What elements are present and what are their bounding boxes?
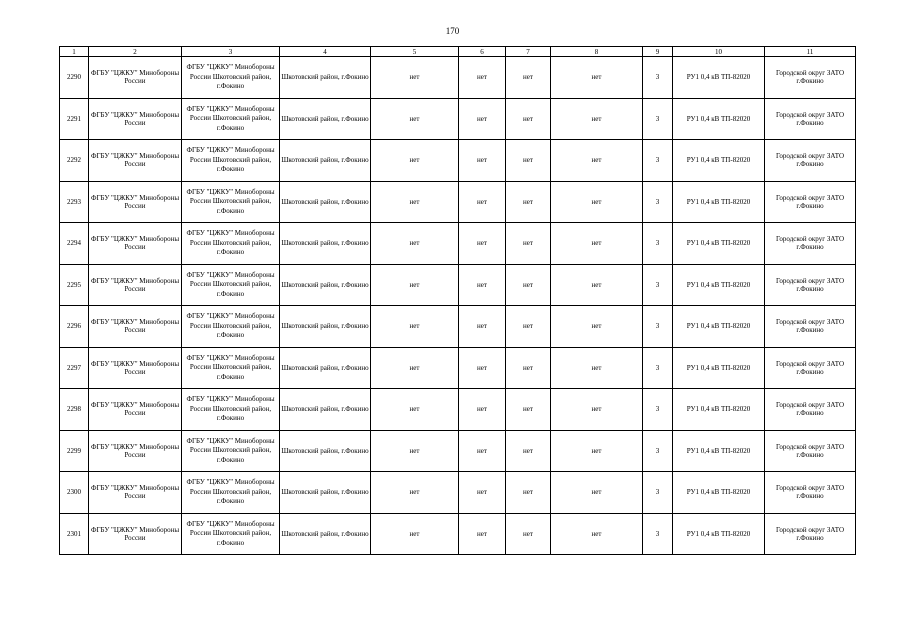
value-cell: нет <box>371 306 459 348</box>
count-cell: 3 <box>643 223 673 265</box>
column-header: 9 <box>643 47 673 57</box>
holder-cell: ФГБУ "ЦЖКУ" Минобороны России Шкотовский район, г.Фокино <box>182 389 280 431</box>
table-row <box>60 389 856 431</box>
holder-cell: ФГБУ "ЦЖКУ" Минобороны России Шкотовский район, г.Фокино <box>182 181 280 223</box>
municipality-cell: Городской округ ЗАТО г.Фокино <box>765 223 856 265</box>
column-header: 7 <box>506 47 551 57</box>
source-cell: РУ1 0,4 кВ ТП-82020 <box>673 181 765 223</box>
holder-cell: ФГБУ "ЦЖКУ" Минобороны России Шкотовский район, г.Фокино <box>182 306 280 348</box>
row-number-cell: 2297 <box>60 347 89 389</box>
row-number-cell: 2291 <box>60 98 89 140</box>
address-cell: Шкотовский район, г.Фокино <box>280 430 371 472</box>
value-cell: нет <box>371 57 459 99</box>
municipality-cell: Городской округ ЗАТО г.Фокино <box>765 472 856 514</box>
value-cell: нет <box>371 513 459 555</box>
value-cell: нет <box>551 264 643 306</box>
value-cell: нет <box>551 98 643 140</box>
value-cell: нет <box>459 389 506 431</box>
count-cell: 3 <box>643 98 673 140</box>
municipality-cell: Городской округ ЗАТО г.Фокино <box>765 140 856 182</box>
value-cell: нет <box>506 57 551 99</box>
source-cell: РУ1 0,4 кВ ТП-82020 <box>673 389 765 431</box>
table-row <box>60 140 856 182</box>
value-cell: нет <box>551 57 643 99</box>
table-row <box>60 472 856 514</box>
owner-cell: ФГБУ "ЦЖКУ" Минобороны России <box>89 181 182 223</box>
address-cell: Шкотовский район, г.Фокино <box>280 472 371 514</box>
source-cell: РУ1 0,4 кВ ТП-82020 <box>673 347 765 389</box>
address-cell: Шкотовский район, г.Фокино <box>280 347 371 389</box>
address-cell: Шкотовский район, г.Фокино <box>280 223 371 265</box>
value-cell: нет <box>506 98 551 140</box>
column-header: 4 <box>280 47 371 57</box>
address-cell: Шкотовский район, г.Фокино <box>280 389 371 431</box>
owner-cell: ФГБУ "ЦЖКУ" Минобороны России <box>89 513 182 555</box>
source-cell: РУ1 0,4 кВ ТП-82020 <box>673 264 765 306</box>
value-cell: нет <box>459 181 506 223</box>
municipality-cell: Городской округ ЗАТО г.Фокино <box>765 264 856 306</box>
column-header: 11 <box>765 47 856 57</box>
value-cell: нет <box>551 181 643 223</box>
value-cell: нет <box>371 98 459 140</box>
holder-cell: ФГБУ "ЦЖКУ" Минобороны России Шкотовский район, г.Фокино <box>182 57 280 99</box>
row-number-cell: 2299 <box>60 430 89 472</box>
count-cell: 3 <box>643 347 673 389</box>
municipality-cell: Городской округ ЗАТО г.Фокино <box>765 389 856 431</box>
value-cell: нет <box>459 306 506 348</box>
municipality-cell: Городской округ ЗАТО г.Фокино <box>765 306 856 348</box>
value-cell: нет <box>506 306 551 348</box>
table-body <box>60 57 856 555</box>
value-cell: нет <box>459 98 506 140</box>
value-cell: нет <box>371 347 459 389</box>
address-cell: Шкотовский район, г.Фокино <box>280 181 371 223</box>
municipality-cell: Городской округ ЗАТО г.Фокино <box>765 347 856 389</box>
holder-cell: ФГБУ "ЦЖКУ" Минобороны России Шкотовский район, г.Фокино <box>182 264 280 306</box>
value-cell: нет <box>551 513 643 555</box>
owner-cell: ФГБУ "ЦЖКУ" Минобороны России <box>89 430 182 472</box>
value-cell: нет <box>371 472 459 514</box>
value-cell: нет <box>371 264 459 306</box>
count-cell: 3 <box>643 181 673 223</box>
value-cell: нет <box>459 472 506 514</box>
row-number-cell: 2293 <box>60 181 89 223</box>
count-cell: 3 <box>643 264 673 306</box>
header-row <box>60 47 856 57</box>
value-cell: нет <box>371 140 459 182</box>
table-row <box>60 264 856 306</box>
value-cell: нет <box>506 430 551 472</box>
holder-cell: ФГБУ "ЦЖКУ" Минобороны России Шкотовский район, г.Фокино <box>182 513 280 555</box>
value-cell: нет <box>551 472 643 514</box>
municipality-cell: Городской округ ЗАТО г.Фокино <box>765 98 856 140</box>
municipality-cell: Городской округ ЗАТО г.Фокино <box>765 430 856 472</box>
value-cell: нет <box>506 472 551 514</box>
owner-cell: ФГБУ "ЦЖКУ" Минобороны России <box>89 389 182 431</box>
value-cell: нет <box>371 389 459 431</box>
owner-cell: ФГБУ "ЦЖКУ" Минобороны России <box>89 140 182 182</box>
address-cell: Шкотовский район, г.Фокино <box>280 57 371 99</box>
value-cell: нет <box>551 306 643 348</box>
owner-cell: ФГБУ "ЦЖКУ" Минобороны России <box>89 223 182 265</box>
value-cell: нет <box>459 513 506 555</box>
owner-cell: ФГБУ "ЦЖКУ" Минобороны России <box>89 472 182 514</box>
row-number-cell: 2295 <box>60 264 89 306</box>
source-cell: РУ1 0,4 кВ ТП-82020 <box>673 430 765 472</box>
owner-cell: ФГБУ "ЦЖКУ" Минобороны России <box>89 57 182 99</box>
value-cell: нет <box>506 140 551 182</box>
row-number-cell: 2296 <box>60 306 89 348</box>
address-cell: Шкотовский район, г.Фокино <box>280 306 371 348</box>
source-cell: РУ1 0,4 кВ ТП-82020 <box>673 223 765 265</box>
holder-cell: ФГБУ "ЦЖКУ" Минобороны России Шкотовский район, г.Фокино <box>182 430 280 472</box>
table-row <box>60 223 856 265</box>
owner-cell: ФГБУ "ЦЖКУ" Минобороны России <box>89 264 182 306</box>
value-cell: нет <box>551 347 643 389</box>
row-number-cell: 2300 <box>60 472 89 514</box>
column-header: 5 <box>371 47 459 57</box>
row-number-cell: 2292 <box>60 140 89 182</box>
value-cell: нет <box>506 347 551 389</box>
value-cell: нет <box>459 57 506 99</box>
value-cell: нет <box>459 140 506 182</box>
source-cell: РУ1 0,4 кВ ТП-82020 <box>673 98 765 140</box>
count-cell: 3 <box>643 430 673 472</box>
row-number-cell: 2298 <box>60 389 89 431</box>
row-number-cell: 2294 <box>60 223 89 265</box>
municipality-cell: Городской округ ЗАТО г.Фокино <box>765 513 856 555</box>
column-header: 10 <box>673 47 765 57</box>
column-header: 1 <box>60 47 89 57</box>
holder-cell: ФГБУ "ЦЖКУ" Минобороны России Шкотовский район, г.Фокино <box>182 98 280 140</box>
holder-cell: ФГБУ "ЦЖКУ" Минобороны России Шкотовский район, г.Фокино <box>182 347 280 389</box>
value-cell: нет <box>551 430 643 472</box>
value-cell: нет <box>551 223 643 265</box>
value-cell: нет <box>459 347 506 389</box>
source-cell: РУ1 0,4 кВ ТП-82020 <box>673 140 765 182</box>
page-number: 170 <box>445 26 460 36</box>
value-cell: нет <box>506 389 551 431</box>
value-cell: нет <box>459 430 506 472</box>
value-cell: нет <box>371 223 459 265</box>
value-cell: нет <box>371 430 459 472</box>
holder-cell: ФГБУ "ЦЖКУ" Минобороны России Шкотовский район, г.Фокино <box>182 223 280 265</box>
owner-cell: ФГБУ "ЦЖКУ" Минобороны России <box>89 347 182 389</box>
municipality-cell: Городской округ ЗАТО г.Фокино <box>765 57 856 99</box>
count-cell: 3 <box>643 513 673 555</box>
owner-cell: ФГБУ "ЦЖКУ" Минобороны России <box>89 306 182 348</box>
source-cell: РУ1 0,4 кВ ТП-82020 <box>673 306 765 348</box>
table-row <box>60 57 856 99</box>
table-row <box>60 98 856 140</box>
value-cell: нет <box>506 513 551 555</box>
table-row <box>60 347 856 389</box>
source-cell: РУ1 0,4 кВ ТП-82020 <box>673 472 765 514</box>
value-cell: нет <box>371 181 459 223</box>
count-cell: 3 <box>643 306 673 348</box>
address-cell: Шкотовский район, г.Фокино <box>280 98 371 140</box>
holder-cell: ФГБУ "ЦЖКУ" Минобороны России Шкотовский район, г.Фокино <box>182 140 280 182</box>
value-cell: нет <box>459 264 506 306</box>
source-cell: РУ1 0,4 кВ ТП-82020 <box>673 57 765 99</box>
municipality-cell: Городской округ ЗАТО г.Фокино <box>765 181 856 223</box>
holder-cell: ФГБУ "ЦЖКУ" Минобороны России Шкотовский район, г.Фокино <box>182 472 280 514</box>
value-cell: нет <box>506 181 551 223</box>
table-row <box>60 306 856 348</box>
value-cell: нет <box>459 223 506 265</box>
address-cell: Шкотовский район, г.Фокино <box>280 140 371 182</box>
address-cell: Шкотовский район, г.Фокино <box>280 264 371 306</box>
count-cell: 3 <box>643 389 673 431</box>
count-cell: 3 <box>643 57 673 99</box>
value-cell: нет <box>506 223 551 265</box>
column-header: 3 <box>182 47 280 57</box>
column-header: 2 <box>89 47 182 57</box>
column-header: 8 <box>551 47 643 57</box>
value-cell: нет <box>551 140 643 182</box>
address-cell: Шкотовский район, г.Фокино <box>280 513 371 555</box>
column-header: 6 <box>459 47 506 57</box>
table-row <box>60 181 856 223</box>
source-cell: РУ1 0,4 кВ ТП-82020 <box>673 513 765 555</box>
owner-cell: ФГБУ "ЦЖКУ" Минобороны России <box>89 98 182 140</box>
count-cell: 3 <box>643 140 673 182</box>
table-row <box>60 430 856 472</box>
row-number-cell: 2301 <box>60 513 89 555</box>
row-number-cell: 2290 <box>60 57 89 99</box>
value-cell: нет <box>506 264 551 306</box>
table-row <box>60 513 856 555</box>
value-cell: нет <box>551 389 643 431</box>
count-cell: 3 <box>643 472 673 514</box>
registry-table <box>59 46 856 555</box>
